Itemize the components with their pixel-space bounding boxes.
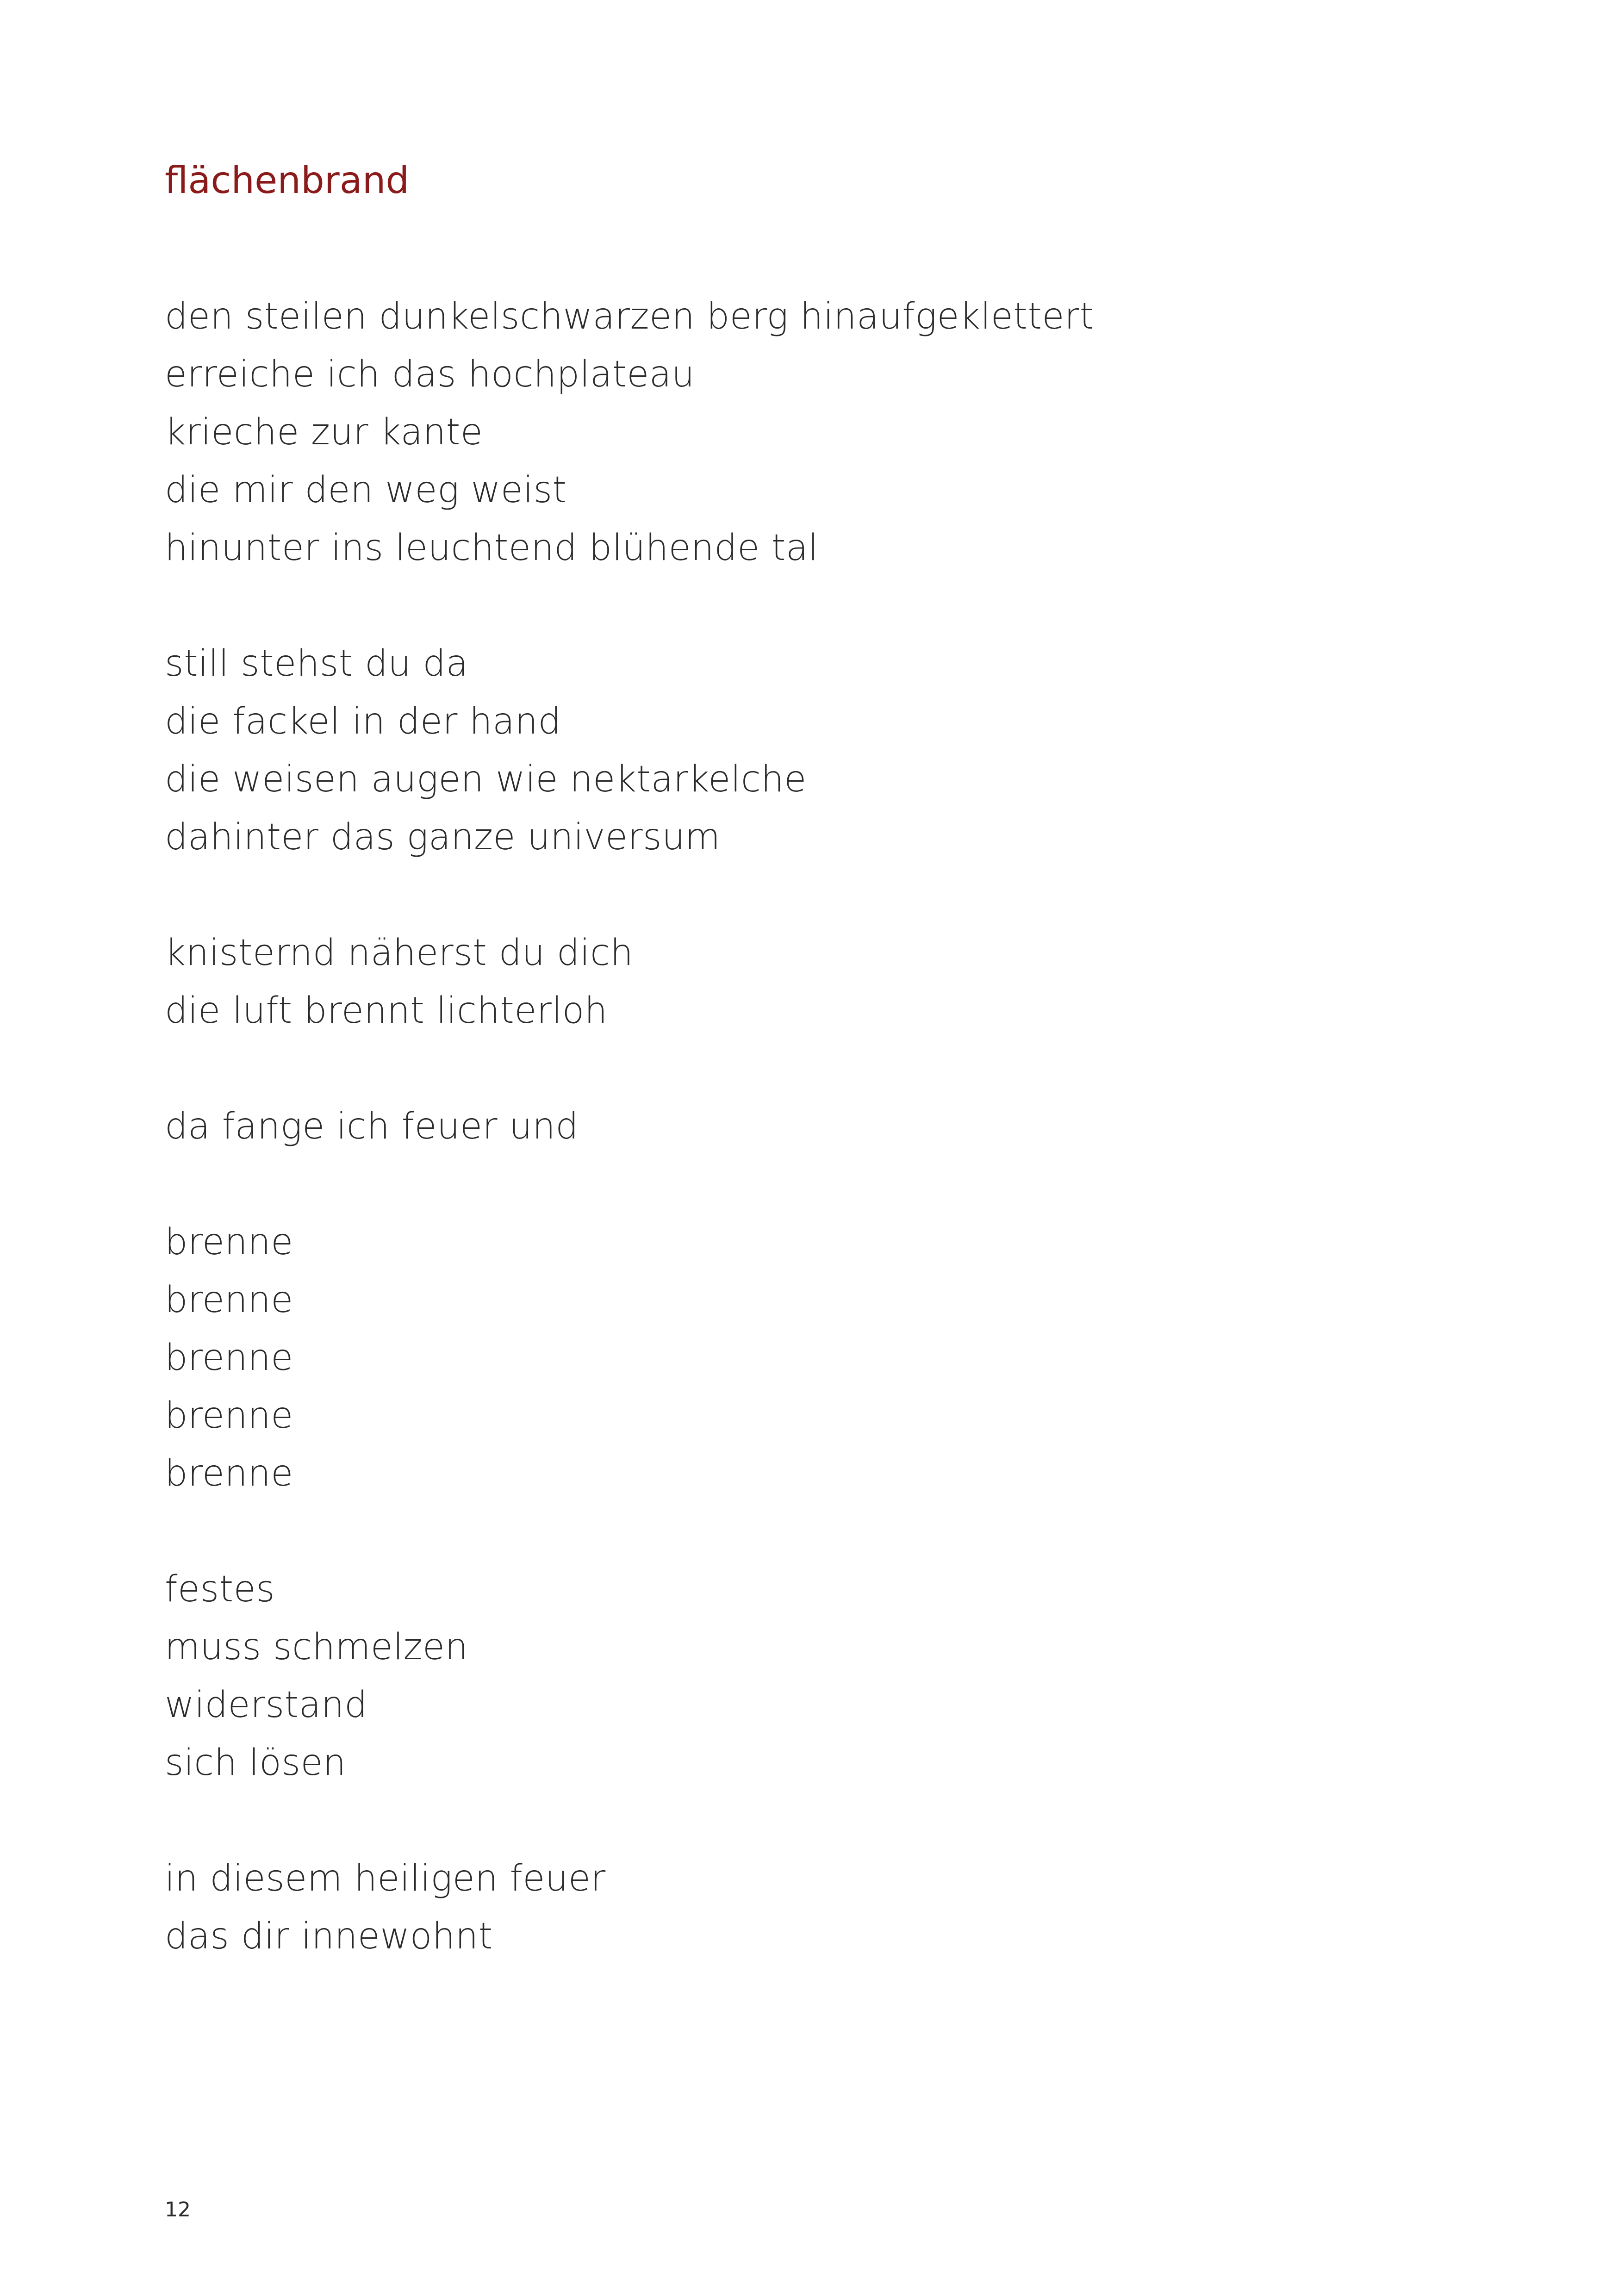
poem-line: brenne <box>165 1279 293 1321</box>
stanza <box>165 1098 1094 1156</box>
poem-line: sich lösen <box>165 1742 346 1784</box>
poem-line: die mir den weg weist <box>165 469 567 511</box>
poem-title: flächenbrand <box>165 159 410 202</box>
poem-line: brenne <box>165 1395 293 1437</box>
poem-line: in diesem heiligen feuer <box>165 1858 606 1899</box>
poem-line: brenne <box>165 1453 293 1494</box>
poem-line: die luft brennt lichterloh <box>165 990 608 1032</box>
stanza <box>165 1850 1094 1966</box>
poem-line: krieche zur kante <box>165 411 483 453</box>
poem-line: hinunter ins leuchtend blühende tal <box>165 527 819 569</box>
stanza <box>165 924 1094 1040</box>
stanza <box>165 1213 1094 1503</box>
poem-line: widerstand <box>165 1684 367 1726</box>
poem-line: knisternd näherst du dich <box>165 932 634 974</box>
poem-line: festes <box>165 1568 275 1610</box>
poem-line: brenne <box>165 1337 293 1379</box>
stanza <box>165 288 1094 577</box>
poem-line: da fange ich feuer und <box>165 1106 579 1147</box>
poem-line: still stehst du da <box>165 643 468 684</box>
poem-line: brenne <box>165 1221 293 1263</box>
poem-line: erreiche ich das hochplateau <box>165 354 695 395</box>
poem-line: die fackel in der hand <box>165 701 561 742</box>
poem-line: den steilen dunkelschwarzen berg hinaufgeklettert <box>165 296 1094 337</box>
stanza <box>165 1561 1094 1792</box>
page-number: 12 <box>165 2198 191 2221</box>
poem-line: die weisen augen wie nektarkelche <box>165 759 807 800</box>
poem-body <box>165 288 1094 1966</box>
poem-line: dahinter das ganze universum <box>165 816 721 858</box>
poem-line: muss schmelzen <box>165 1626 468 1668</box>
poem-line: das dir innewohnt <box>165 1916 493 1957</box>
stanza <box>165 635 1094 866</box>
